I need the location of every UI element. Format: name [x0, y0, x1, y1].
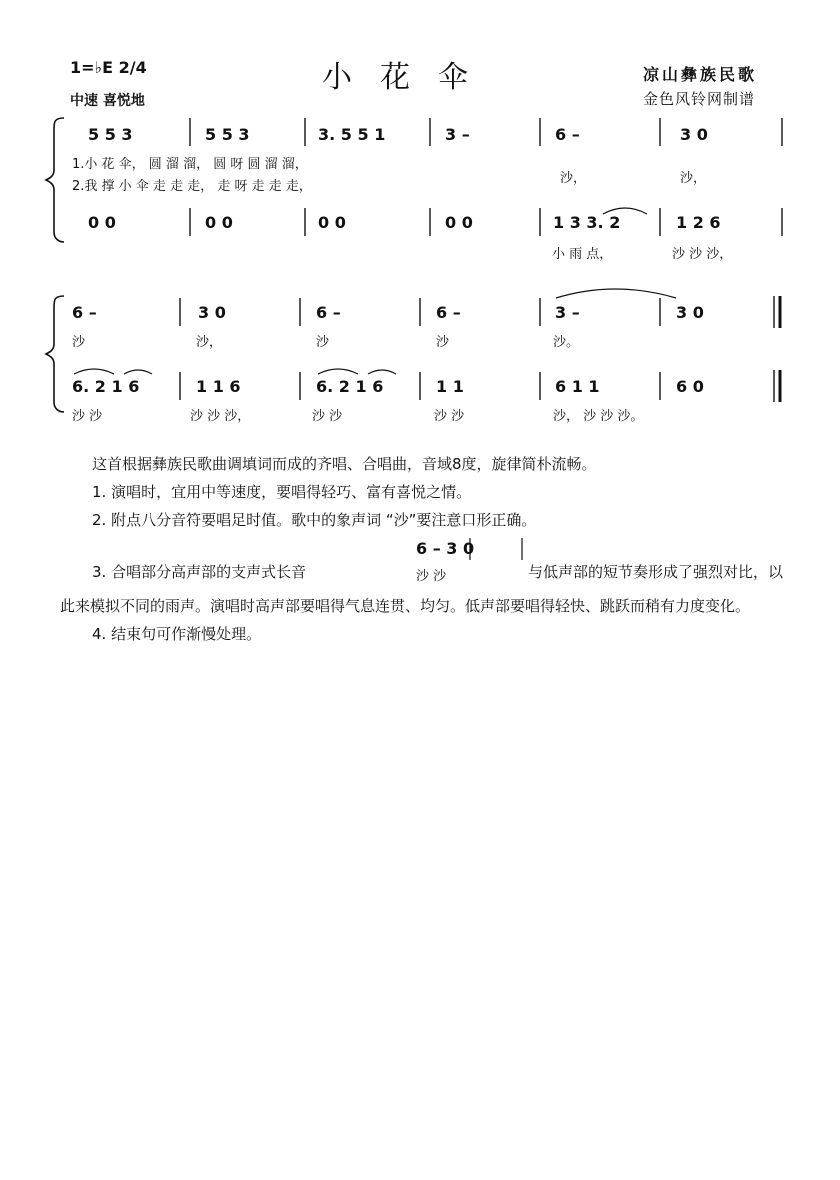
performance-notes: [60, 450, 790, 648]
upper-tail-lyric-2: 沙，: [680, 171, 707, 186]
system2-brace: [46, 296, 64, 412]
numbered-score: [0, 0, 840, 440]
measure-6-upper: 3 0: [680, 125, 708, 144]
system2-lower-slurs: [74, 369, 396, 374]
system2-tie: [556, 289, 676, 298]
lower-lyric-9: 沙 沙: [312, 409, 343, 424]
measure-2-lower: 0 0: [205, 213, 233, 232]
measure-10-upper: 6 –: [436, 303, 461, 322]
measure-2-upper: 5 5 3: [205, 125, 250, 144]
verse-2-lyrics: 2.我 撑 小 伞 走 走 走， 走 呀 走 走 走，: [72, 179, 312, 194]
measure-7-lower: 6. 2 1 6: [72, 377, 140, 396]
song-source: 凉山彝族民歌: [643, 65, 758, 84]
measure-5-lower: 1 3 3. 2: [553, 213, 621, 232]
lower-lyric-11: 沙， 沙 沙 沙。: [553, 409, 644, 424]
measure-1-lower: 0 0: [88, 213, 116, 232]
measure-1-upper: 5 5 3: [88, 125, 133, 144]
measure-11-lower: 6 1 1: [555, 377, 600, 396]
measure-4-lower: 0 0: [445, 213, 473, 232]
measure-12-lower: 6 0: [676, 377, 704, 396]
song-title: 小花伞: [322, 60, 496, 95]
lower-lyric-2: 沙 沙 沙，: [672, 247, 733, 262]
note-3-inline-lyric: 沙 沙: [416, 569, 447, 584]
note-2: 2. 附点八分音符要唱足时值。歌中的象声词 “沙”要注意口形正确。: [92, 511, 537, 529]
measure-9-lower: 6. 2 1 6: [316, 377, 384, 396]
measure-8-lower: 1 1 6: [196, 377, 241, 396]
system2-upper-lyrics: [72, 334, 579, 350]
lower-lyric-1: 小 雨 点，: [552, 247, 613, 262]
measure-11-upper: 3 –: [555, 303, 580, 322]
measure-3-upper: 3. 5 5 1: [318, 125, 386, 144]
measure-6-lower: 1 2 6: [676, 213, 721, 232]
measure-10-lower: 1 1: [436, 377, 464, 396]
lower-lyric-7: 沙 沙: [72, 409, 103, 424]
measure-8-upper: 3 0: [198, 303, 226, 322]
measure-3-lower: 0 0: [318, 213, 346, 232]
lower-lyric-10: 沙 沙: [434, 409, 465, 424]
system1-upper-notes: [88, 125, 708, 144]
upper-lyric-11: 沙。: [553, 335, 580, 350]
note-4: 4. 结束句可作渐慢处理。: [92, 625, 262, 643]
system1-lower-notes: [88, 213, 721, 232]
measure-7-upper: 6 –: [72, 303, 97, 322]
upper-lyric-9: 沙: [316, 335, 330, 350]
tempo-marking: 中速 喜悦地: [70, 93, 145, 109]
note-1: 1. 演唱时，宜用中等速度，要唱得轻巧、富有喜悦之情。: [92, 483, 472, 501]
note-3-part-c: 此来模拟不同的雨声。演唱时高声部要唱得气息连贯、均匀。低声部要唱得轻快、跳跃而稍有力度变化。: [60, 597, 751, 615]
measure-9-upper: 6 –: [316, 303, 341, 322]
measure-12-upper: 3 0: [676, 303, 704, 322]
upper-tail-lyric-1: 沙，: [560, 171, 587, 186]
upper-lyric-7: 沙: [72, 335, 86, 350]
note-3-part-a: 3. 合唱部分高声部的支声式长音: [92, 563, 307, 581]
verse-1-lyrics: 1.小 花 伞， 圆 溜 溜， 圆 呀 圆 溜 溜，: [72, 157, 308, 172]
key-signature: 1=♭E 2/4: [70, 58, 147, 77]
note-3-first-line: [60, 534, 790, 592]
system1-brace: [46, 118, 64, 242]
note-3-inline-notes: 6 – 3 0: [416, 539, 475, 558]
notes-intro: 这首根据彝族民歌曲调填词而成的齐唱、合唱曲，音域8度，旋律简朴流畅。: [92, 455, 597, 473]
note-3-part-b: 与低声部的短节奏形成了强烈对比，以: [528, 563, 784, 581]
lower-lyric-8: 沙 沙 沙，: [190, 409, 251, 424]
system2-lower-lyrics: [72, 408, 643, 424]
upper-lyric-8: 沙，: [196, 335, 223, 350]
system2-lower-notes: [72, 377, 704, 396]
system2-upper-notes: [72, 303, 704, 322]
measure-5-upper: 6 –: [555, 125, 580, 144]
upper-lyric-10: 沙: [436, 335, 450, 350]
note-3-inline-score: [412, 534, 528, 590]
score-credit: 金色风铃网制谱: [643, 90, 756, 108]
measure-4-upper: 3 –: [445, 125, 470, 144]
